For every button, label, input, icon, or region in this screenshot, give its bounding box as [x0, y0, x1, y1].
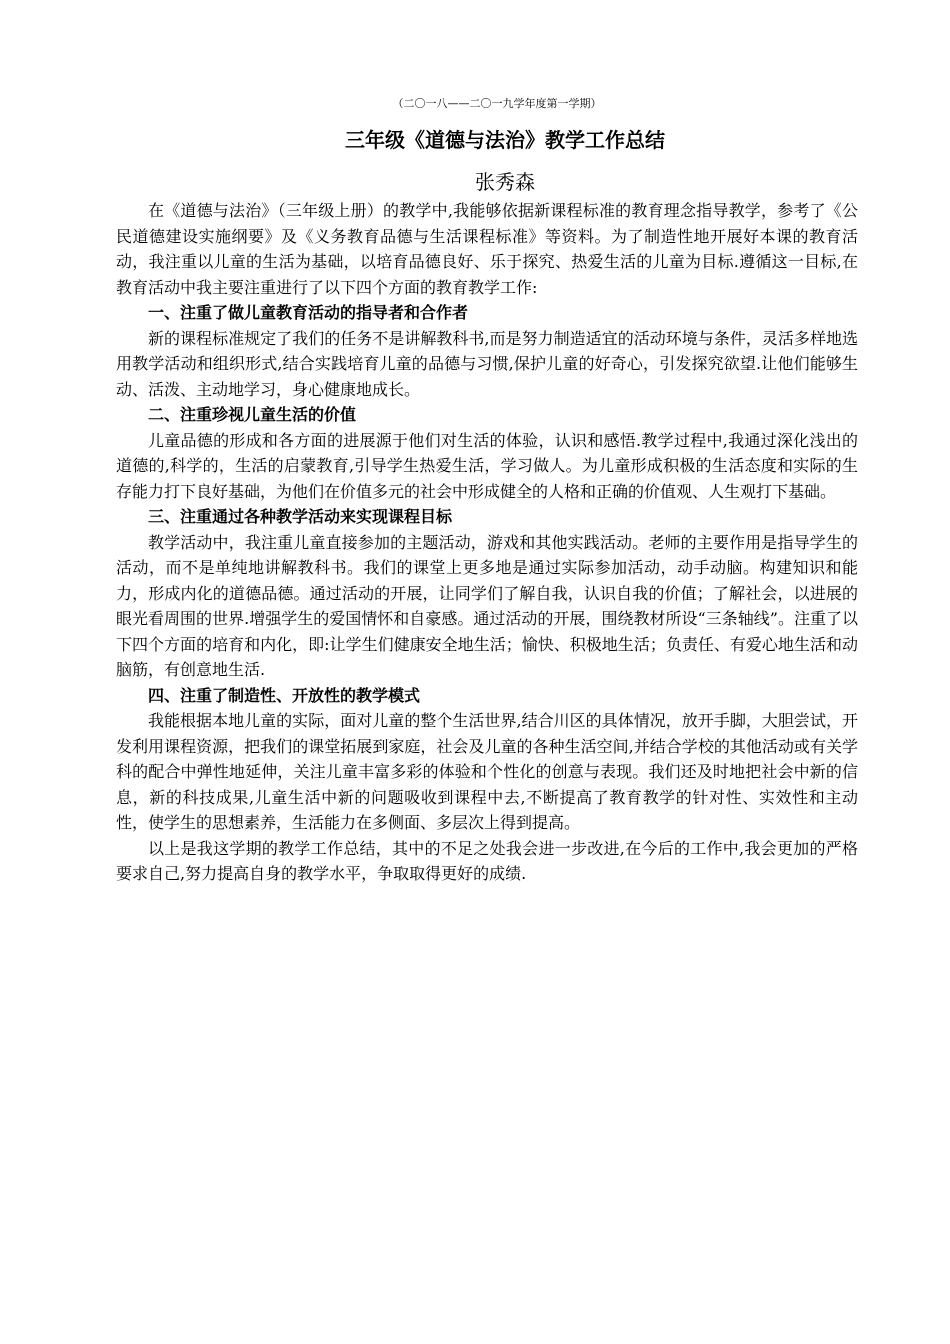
document-title: 三年级《道德与法治》教学工作总结 — [345, 128, 665, 152]
section-body-3: 教学活动中，我注重儿童直接参加的主题活动，游戏和其他实践活动。老师的主要作用是指导学生的活动，而不是单纯地讲解教科书。我们的课堂上更多地是通过实际参加活动，动手动脑。构建知识和能力，形成内化的道德品德。通过活动的开展，让同学们了解自我，认识自我的价值；了解社会，以进展的眼光看周围的世界.增强学生的爱国情怀和自豪感。通过活动的开展，围绕教材所设“三条轴线”。注重了以下四个方面的培育和内化，即:让学生们健康安全地生活；愉快、积极地生活；负责任、有爱心地生活和动脑筋，有创意地生活. — [116, 532, 858, 679]
section-heading-4: 四、注重了制造性、开放性的教学模式 — [148, 685, 421, 705]
section-heading-3: 三、注重通过各种教学活动来实现课程目标 — [148, 507, 453, 526]
intro-paragraph: 在《道德与法治》（三年级上册）的教学中,我能够依据新课程标准的教育理念指导教学，参考了《公民道德建设实施纲要》及《义务教育品德与生活课程标准》等资料。为了制造性地开展好本课的教育活动，我注重以儿童的生活为基础，以培育品德良好、乐于探究、热爱生活的儿童为目标.遵循这一目标,在教育活动中我主要注重进行了以下四个方面的教育教学工作: — [116, 201, 858, 297]
section-heading-2: 二、注重珍视儿童生活的价值 — [148, 405, 357, 424]
document-page — [116, 96, 858, 887]
section-body-4: 我能根据本地儿童的实际，面对儿童的整个生活世界,结合川区的具体情况，放开手脚，大胆尝试，开发利用课程资源，把我们的课堂拓展到家庭，社会及儿童的各种生活空间,并结合学校的其他活动或有关学科的配合中弹性地延伸，关注儿童丰富多彩的体验和个性化的创意与表现。我们还及时地把社会中新的信息，新的科技成果,儿童生活中新的问题吸收到课程中去,不断提高了教育教学的针对性、实效性和主动性，使学生的思想素养，生活能力在多侧面、多层次上得到提高。 — [116, 711, 858, 832]
conclusion-paragraph: 以上是我这学期的教学工作总结，其中的不足之处我会进一步改进,在今后的工作中,我会更加的严格要求自己,努力提高自身的教学水平，争取取得更好的成绩. — [116, 838, 858, 883]
term-subtitle: （二〇一八——二〇一九学年度第一学期） — [392, 97, 602, 110]
section-body-1: 新的课程标准规定了我们的任务不是讲解教科书,而是努力制造适宜的活动环境与条件，灵活多样地选用教学活动和组织形式,结合实践培育儿童的品德与习惯,保护儿童的好奇心，引发探究欲望.让他们能够生动、活泼、主动地学习，身心健康地成长。 — [116, 328, 858, 399]
section-body-2: 儿童品德的形成和各方面的进展源于他们对生活的体验，认识和感悟.教学过程中,我通过深化浅出的道德的,科学的，生活的启蒙教育,引导学生热爱生活，学习做人。为儿童形成积极的生活态度和实际的生存能力打下良好基础，为他们在价值多元的社会中形成健全的人格和正确的价值观、人生观打下基础。 — [116, 430, 858, 501]
author-name: 张秀森 — [475, 170, 535, 194]
section-heading-1: 一、注重了做儿童教育活动的指导者和合作者 — [148, 303, 469, 322]
